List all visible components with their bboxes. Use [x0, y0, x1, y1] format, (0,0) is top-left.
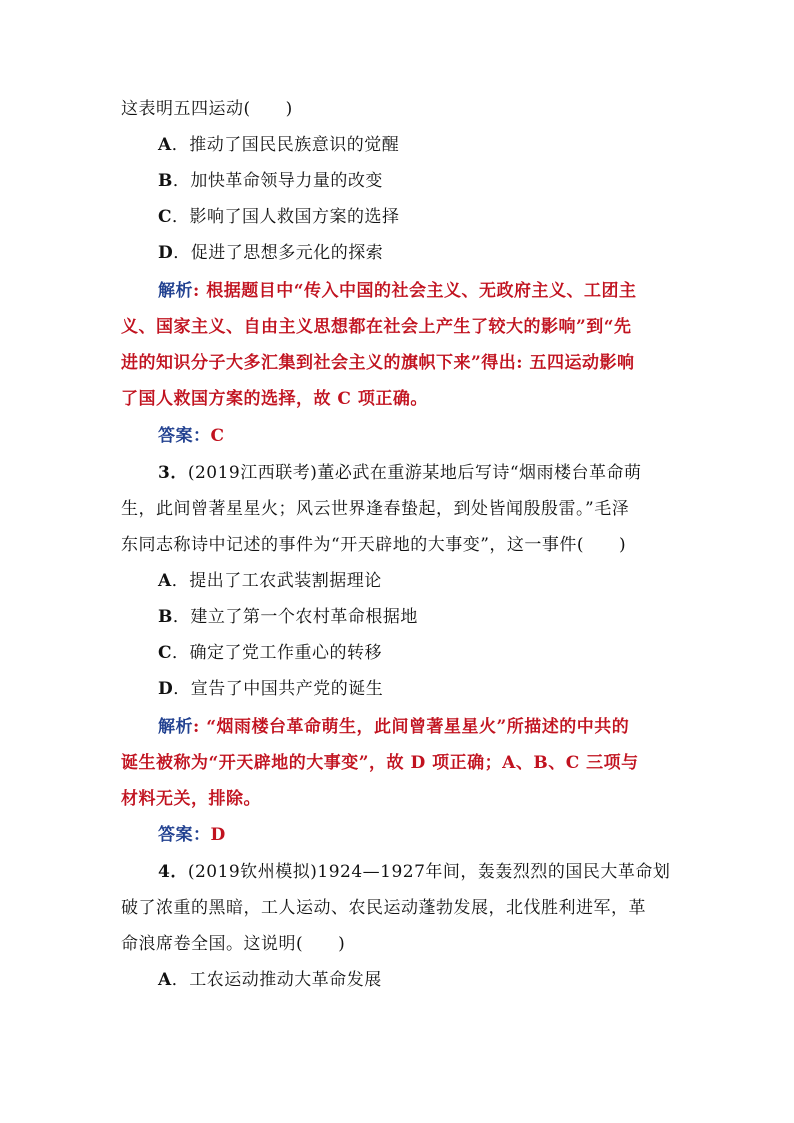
- q3-stem-line-2: 生，此间曾著星星火；风云世界逢春蛰起，到处皆闻殷殷雷。”毛泽: [121, 499, 630, 519]
- option-letter: B: [158, 171, 173, 191]
- question-number: 3．: [158, 463, 188, 483]
- option-text: 工农运动推动大革命发展: [189, 970, 382, 990]
- q4-stem-line-3: 命浪席卷全国。这说明( ): [121, 934, 346, 954]
- option-text: 加快革命领导力量的改变: [190, 171, 383, 191]
- stem-text: (2019江西联考)董必武在重游某地后写诗“烟雨楼台革命萌: [187, 463, 642, 483]
- q4-stem-line-1: [158, 860, 681, 884]
- q2-stem-tail: 这表明五四运动( ): [121, 99, 293, 119]
- q3-option-c: C．确定了党工作重心的转移: [158, 643, 383, 663]
- analysis-text: : 根据题目中“传入中国的社会主义、无政府主义、工团主: [193, 281, 637, 301]
- q2-option-a: A．推动了国民民族意识的觉醒: [158, 135, 400, 155]
- option-letter: D: [158, 679, 174, 699]
- q4-option-a: A．工农运动推动大革命发展: [158, 970, 382, 990]
- q3-option-a: A．提出了工农武装割据理论: [158, 571, 382, 591]
- q3-option-d: D．宣告了中国共产党的诞生: [158, 679, 384, 699]
- option-letter: A: [158, 135, 172, 155]
- option-text: 建立了第一个农村革命根据地: [190, 607, 418, 627]
- option-letter: A: [158, 571, 172, 591]
- option-text: 影响了国人救国方案的选择: [189, 207, 400, 227]
- q3-analysis-line-3: 材料无关，排除。: [121, 789, 261, 809]
- option-text: 推动了国民民族意识的觉醒: [189, 135, 400, 155]
- stem-text: (2019钦州模拟)1924—1927年间，轰轰烈烈的国民大革命划: [187, 862, 671, 882]
- option-text: 宣告了中国共产党的诞生: [190, 679, 384, 699]
- option-letter: D: [158, 243, 174, 263]
- q3-analysis-line-2: 诞生被称为“开天辟地的大事变”，故 D 项正确；A、B、C 三项与: [121, 753, 639, 773]
- q3-stem-line-3: 东同志称诗中记述的事件为“开天辟地的大事变”，这一事件( ): [121, 535, 627, 555]
- answer-label: 答案：: [158, 825, 211, 845]
- q2-analysis-line-3: 进的知识分子大多汇集到社会主义的旗帜下来”得出: 五四运动影响: [121, 353, 635, 373]
- q2-analysis-line-2: 义、国家主义、自由主义思想都在社会上产生了较大的影响”到“先: [121, 317, 632, 337]
- q3-answer: [158, 823, 681, 847]
- q2-answer: [158, 424, 681, 448]
- option-letter: B: [158, 607, 173, 627]
- option-text: 提出了工农武装割据理论: [189, 571, 382, 591]
- option-text: 确定了党工作重心的转移: [189, 643, 383, 663]
- option-letter: A: [158, 970, 172, 990]
- q3-analysis-line-1: [158, 715, 681, 739]
- answer-value: C: [210, 426, 225, 446]
- option-letter: C: [158, 643, 173, 663]
- q3-stem-line-1: [158, 461, 681, 485]
- analysis-label: 解析: [158, 717, 193, 737]
- q2-analysis-line-1: [158, 279, 681, 303]
- q2-analysis-line-4: 了国人救国方案的选择，故 C 项正确。: [121, 389, 428, 409]
- q4-stem-line-2: 破了浓重的黑暗，工人运动、农民运动蓬勃发展，北伐胜利进军，革: [121, 898, 646, 918]
- option-text: 促进了思想多元化的探索: [190, 243, 384, 263]
- answer-label: 答案：: [158, 426, 211, 446]
- q3-option-b: B．建立了第一个农村革命根据地: [158, 607, 418, 627]
- analysis-label: 解析: [158, 281, 193, 301]
- q2-option-b: B．加快革命领导力量的改变: [158, 171, 383, 191]
- answer-value: D: [210, 825, 226, 845]
- q2-option-d: D．促进了思想多元化的探索: [158, 243, 384, 263]
- question-number: 4．: [158, 862, 188, 882]
- option-letter: C: [158, 207, 173, 227]
- analysis-text: : “烟雨楼台革命萌生，此间曾著星星火”所描述的中共的: [193, 717, 630, 737]
- q2-option-c: C．影响了国人救国方案的选择: [158, 207, 400, 227]
